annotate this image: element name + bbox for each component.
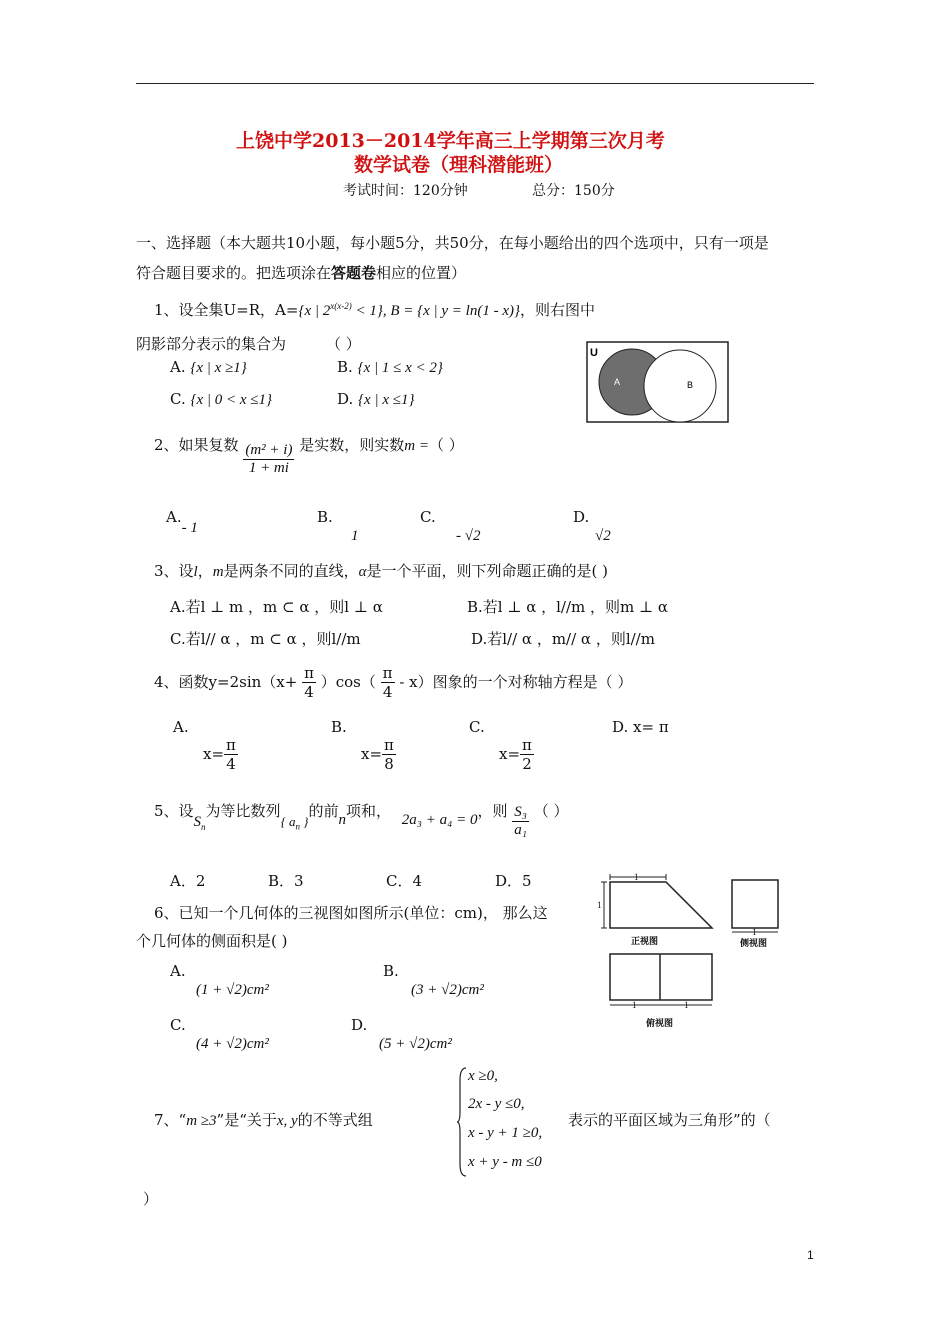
q7-tail: 表示的平面区域为三角形”的（ xyxy=(568,1111,771,1129)
q6-stem-line2: 个几何体的侧面积是( ) xyxy=(136,932,288,950)
q6-stem: 6、已知一个几何体的三视图如图所示(单位：cm)， 那么这 xyxy=(154,904,548,922)
q5-option-d[interactable]: D．5 xyxy=(495,872,532,890)
q4-stem: 4、函数y=2sin（x+ $\frac{\pi}{4}$ ）cos（ $\frac{\pi}{4}$ - x）图象的一个对称轴方程是（ ） xyxy=(154,664,633,701)
front-height-dim: 1 xyxy=(597,900,602,910)
q5-stem: 5、设$S_n$为等比数列{ $a_n$ }的前n项和， 2a₃ + a₄ = 0，则 $\frac{\text{S₃}}{\text{a₁}}$ （ ） xyxy=(154,802,569,838)
side-view xyxy=(732,880,778,928)
front-view xyxy=(610,882,712,928)
q1-option-b[interactable]: B. {x | 1 ≤ x < 2} xyxy=(337,358,443,376)
total-score: 总分：150分 xyxy=(532,183,615,199)
header-rule xyxy=(136,83,814,84)
front-width-dim: 1 xyxy=(634,872,639,882)
side-view-label: 侧视图 xyxy=(740,939,768,949)
top-right-dim: 1 xyxy=(684,1000,689,1010)
q2-option-d[interactable]: D. √2 xyxy=(573,508,611,544)
q1-stem: 1、设全集U=R，A={x | $2^{x(x-2)} < 1$}, B = {x | y = ln(1 - x)}，则右图中 xyxy=(154,301,596,319)
q6-option-a[interactable]: A. (1 + √2)cm² xyxy=(170,962,269,998)
q3-stem: 3、设l，m是两条不同的直线，α是一个平面，则下列命题正确的是( ) xyxy=(154,562,608,580)
q1-stem-line2: 阴影部分表示的集合为 （ ） xyxy=(136,335,361,353)
q6-option-c[interactable]: C. (4 + √2)cm² xyxy=(170,1016,269,1052)
q3-option-b[interactable]: B.若l ⊥ α ，l//m ，则m ⊥ α xyxy=(467,598,669,616)
inequality-3: x - y + 1 ≥0, xyxy=(468,1125,543,1141)
q4-option-c[interactable]: C. x= $\frac{\pi}{2}$ xyxy=(469,718,532,773)
venn-diagram xyxy=(586,341,730,423)
q2-stem: 2、如果复数 $\frac{\text{(m² + i)}}{1 + mi}$ 是实数，则实数m =（ ） xyxy=(154,436,464,476)
q7-stem: 7、“m ≥3”是“关于x, y的不等式组 xyxy=(154,1111,373,1129)
q5-option-c[interactable]: C．4 xyxy=(386,872,423,890)
inequality-4: x + y - m ≤0 xyxy=(468,1154,542,1170)
q3-option-a[interactable]: A.若l ⊥ m ，m ⊂ α ，则l ⊥ α xyxy=(170,598,383,616)
q6-option-b[interactable]: B. (3 + √2)cm² xyxy=(383,962,484,998)
inequality-1: x ≥0, xyxy=(468,1068,498,1084)
top-left-dim: 1 xyxy=(632,1000,637,1010)
section1-intro-line1: 一、选择题（本大题共10小题，每小题5分，共50分，在每小题给出的四个选项中，只有一项是 xyxy=(136,234,769,252)
top-view xyxy=(610,954,712,1000)
venn-u-label: U xyxy=(590,347,598,359)
q1-option-c[interactable]: C. {x | 0 < x ≤1} xyxy=(170,390,273,408)
venn-b-label: B xyxy=(687,380,694,390)
q5-option-a[interactable]: A．2 xyxy=(170,872,206,890)
q2-option-a[interactable]: A.- 1 xyxy=(166,508,198,536)
venn-a-label: A xyxy=(614,377,621,387)
inequality-2: 2x - y ≤0, xyxy=(468,1096,525,1112)
q3-option-c[interactable]: C.若l// α ，m ⊂ α ，则l//m xyxy=(170,630,361,648)
q4-option-a[interactable]: A. x= $\frac{\pi}{4}$ xyxy=(173,718,236,773)
title-line2: 数学试卷（理科潜能班） xyxy=(354,154,564,176)
section1-intro-line2: 符合题目要求的。把选项涂在答题卷相应的位置） xyxy=(136,264,467,282)
title-line1: 上饶中学2013－2014学年高三上学期第三次月考 xyxy=(236,130,665,152)
system-brace xyxy=(456,1066,468,1178)
q3-option-d[interactable]: D.若l// α ，m// α ，则l//m xyxy=(471,630,655,648)
q2-option-b[interactable]: B. 1 xyxy=(317,508,359,544)
q1-option-d[interactable]: D. {x | x ≤1} xyxy=(337,390,415,408)
q2-option-c[interactable]: C. - √2 xyxy=(420,508,481,544)
q4-option-b[interactable]: B. x= $\frac{\pi}{8}$ xyxy=(331,718,394,773)
side-width-dim: 1 xyxy=(752,927,757,937)
q1-option-a[interactable]: A. {x | x ≥1} xyxy=(170,358,247,376)
q6-option-d[interactable]: D. (5 + √2)cm² xyxy=(351,1016,452,1052)
q7-close-paren: ） xyxy=(143,1190,159,1208)
three-view-figure xyxy=(596,868,788,1034)
page-number: 1 xyxy=(807,1248,814,1262)
front-view-label: 正视图 xyxy=(631,937,659,947)
exam-time: 考试时间：120分钟 xyxy=(343,183,468,199)
q5-option-b[interactable]: B．3 xyxy=(268,872,304,890)
q4-option-d[interactable]: D. x= π xyxy=(612,718,669,736)
top-view-label: 俯视图 xyxy=(646,1019,674,1029)
